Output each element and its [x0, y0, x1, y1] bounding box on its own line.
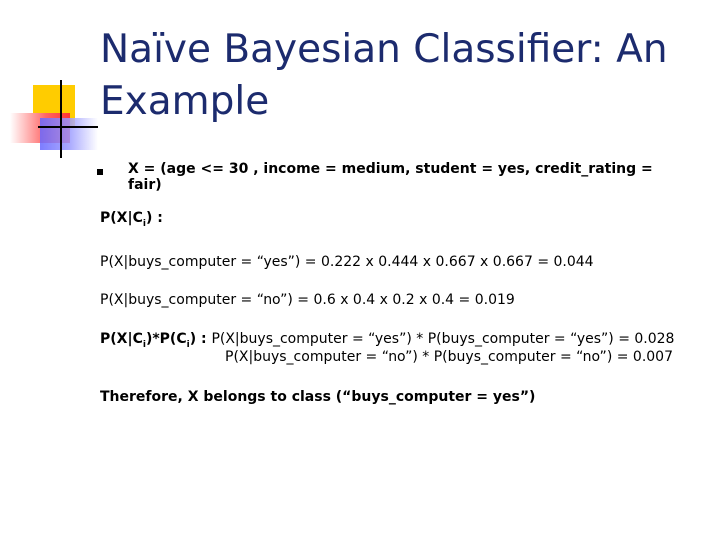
decor-vertical-line	[60, 80, 62, 158]
posterior-yes-line: $P(X|C_i)*P(C_i)$ : P(X|buys_computer = “yes”) * P(buys_computer = “yes”) = 0.028	[100, 331, 675, 350]
likelihood-yes-line: P(X|buys_computer = “yes”) = 0.222 x 0.444 x 0.667 x 0.667 = 0.044	[100, 254, 594, 270]
likelihood-no-line: P(X|buys_computer = “no”) = 0.6 x 0.4 x 0.2 x 0.4 = 0.019	[100, 292, 515, 308]
posterior-no-line: P(X|buys_computer = “no”) * P(buys_computer = “no”) = 0.007	[225, 349, 673, 365]
decor-horizontal-line	[38, 126, 98, 128]
bullet-text: X = (age <= 30 , income = medium, student = yes, credit_rating = fair)	[128, 161, 653, 193]
decor-blue-bar	[40, 118, 98, 150]
conclusion-text: Therefore, X belongs to class (“buys_computer = yes”)	[100, 389, 536, 405]
pxc-label: $P(X|C_i)$ :	[100, 210, 163, 229]
bullet-square-icon	[97, 169, 103, 175]
posterior-label: $P(X|C_i)*P(C_i)$ :	[100, 331, 212, 350]
slide-title: Naïve Bayesian Classifier: An Example	[100, 27, 668, 124]
